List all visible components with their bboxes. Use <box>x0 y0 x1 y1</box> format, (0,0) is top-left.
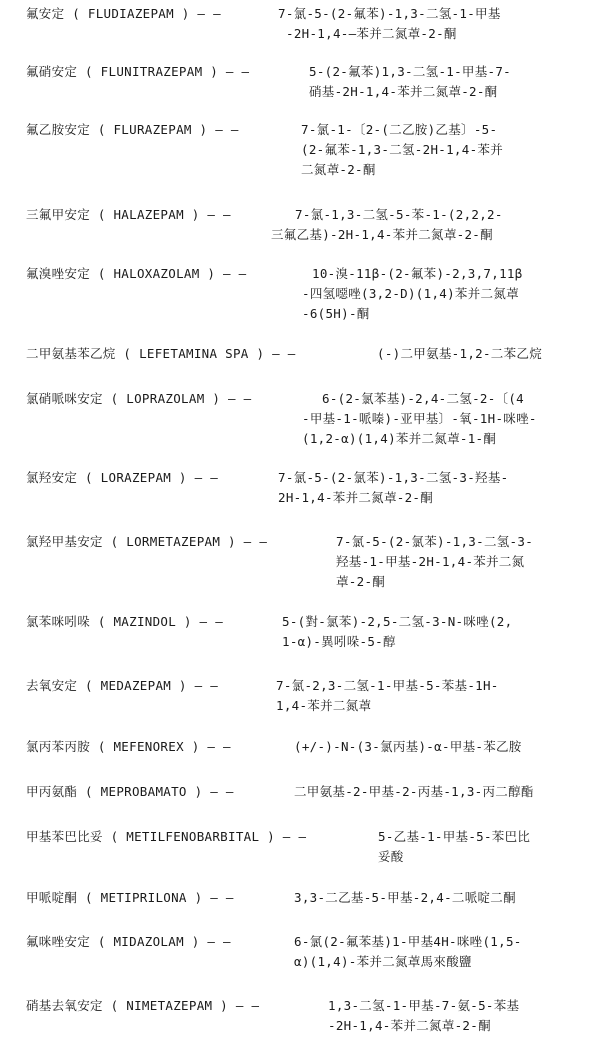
chemical-name-line: 羟基-1-甲基-2H-1,4-苯并二氮 <box>336 554 525 569</box>
chemical-name-line: -四氢噁唑(3,2-D)(1,4)苯并二氮䓬 <box>302 286 519 301</box>
chemical-name-line: 1,4-苯并二氮䓬 <box>276 698 372 713</box>
chemical-name <box>377 344 542 364</box>
chemical-name-line: (+/-)-N-(3-氯丙基)-α-甲基-苯乙胺 <box>294 739 522 754</box>
chemical-name <box>302 389 537 449</box>
chemical-name-line: -2H-1,4-苯并二氮䓬-2-酮 <box>328 1018 491 1033</box>
chemical-name-line: 硝基-2H-1,4-苯并二氮䓬-2-酮 <box>309 84 498 99</box>
chemical-name-line: 7-氯-2,3-二氢-1-甲基-5-苯基-1H- <box>276 678 499 693</box>
chemical-name-line: (-)二甲氨基-1,2-二苯乙烷 <box>377 346 543 361</box>
drug-name: 氯丙苯丙胺 ( MEFENOREX ) — — <box>26 739 231 754</box>
chemical-name <box>309 62 511 102</box>
chemical-name-line: 1,3-二氢-1-甲基-7-氨-5-苯基 <box>328 998 520 1013</box>
chemical-name-line: 5-(2-氟苯)1,3-二氢-1-甲基-7- <box>309 64 512 79</box>
drug-name: 氟乙胺安定 ( FLURAZEPAM ) — — <box>26 122 239 137</box>
chemical-name-line: 1-α)-異吲哚-5-醇 <box>282 634 396 649</box>
chemical-name <box>278 468 508 508</box>
chemical-name-line: 二氮䓬-2-酮 <box>301 162 376 177</box>
drug-name: 氟咪唑安定 ( MIDAZOLAM ) — — <box>26 934 231 949</box>
chemical-name-line: (2-氟苯-1,3-二氢-2H-1,4-苯并 <box>301 142 504 157</box>
drug-name: 氯羟安定 ( LORAZEPAM ) — — <box>26 470 219 485</box>
chemical-name-line: α)(1,4)-苯并二氮䓬馬來酸鹽 <box>294 954 472 969</box>
chemical-name <box>378 827 530 867</box>
drug-name: 硝基去氧安定 ( NIMETAZEPAM ) — — <box>26 998 260 1013</box>
drug-name: 氟溴唑安定 ( HALOXAZOLAM ) — — <box>26 266 247 281</box>
chemical-name <box>276 676 499 716</box>
chemical-name-line: 5-(對-氯苯)-2,5-二氢-3-N-咪唑(2, <box>282 614 513 629</box>
chemical-name <box>301 120 503 180</box>
drug-name: 氟硝安定 ( FLUNITRAZEPAM ) — — <box>26 64 250 79</box>
chemical-name <box>336 532 533 592</box>
chemical-name <box>278 4 501 44</box>
drug-name: 三氟甲安定 ( HALAZEPAM ) — — <box>26 207 231 222</box>
chemical-name <box>294 782 534 802</box>
chemical-name <box>271 205 503 245</box>
chemical-name-line: 7-氯-5-(2-氯苯)-1,3-二氢-3- <box>336 534 534 549</box>
chemical-name-line: 7-氯-1-〔2-(二乙胺)乙基〕-5- <box>301 122 498 137</box>
drug-name: 氯苯咪吲哚 ( MAZINDOL ) — — <box>26 614 224 629</box>
chemical-name-line: 䓬-2-酮 <box>336 574 386 589</box>
chemical-name-line: 5-乙基-1-甲基-5-苯巴比 <box>378 829 531 844</box>
chemical-name-line: -6(5H)-酮 <box>302 306 370 321</box>
chemical-name-line: 2H-1,4-苯并二氮䓬-2-酮 <box>278 490 434 505</box>
chemical-name-line: 7-氯-1,3-二氢-5-苯-1-(2,2,2- <box>295 207 503 222</box>
chemical-name-line: (1,2-α)(1,4)苯并二氮䓬-1-酮 <box>302 431 497 446</box>
chemical-name-line: 3,3-二乙基-5-甲基-2,4-二哌啶二酮 <box>294 890 516 905</box>
drug-name: 氯硝哌咪安定 ( LOPRAZOLAM ) — — <box>26 391 252 406</box>
drug-name: 氯羟甲基安定 ( LORMETAZEPAM ) — — <box>26 534 268 549</box>
drug-name: 二甲氨基苯乙烷 ( LEFETAMINA SPA ) — — <box>26 346 296 361</box>
chemical-name-line: 10-溴-11β-(2-氟苯)-2,3,7,11β <box>312 266 523 281</box>
chemical-name-line: 妥酸 <box>378 849 404 864</box>
drug-name: 甲哌啶酮 ( METIPRILONA ) — — <box>26 890 234 905</box>
chemical-name-line: 7-氯-5-(2-氟苯)-1,3-二氢-1-甲基 <box>278 6 501 21</box>
drug-name: 甲基苯巴比妥 ( METILFENOBARBITAL ) — — <box>26 829 307 844</box>
chemical-name <box>294 737 522 757</box>
chemical-name-line: 6-(2-氯苯基)-2,4-二氢-2-〔(4 <box>322 391 525 406</box>
chemical-name <box>294 888 516 908</box>
chemical-name <box>302 264 523 324</box>
chemical-name <box>282 612 512 652</box>
chemical-name <box>328 996 519 1036</box>
chemical-name <box>294 932 522 972</box>
chemical-name-line: 三氟乙基)-2H-1,4-苯并二氮䓬-2-酮 <box>271 227 493 242</box>
chemical-name-line: -2H-1,4-—苯并二氮䓬-2-酮 <box>286 26 457 41</box>
drug-name: 氟安定 ( FLUDIAZEPAM ) — — <box>26 6 221 21</box>
chemical-name-line: 二甲氨基-2-甲基-2-丙基-1,3-丙二醇酯 <box>294 784 534 799</box>
chemical-name-line: 7-氯-5-(2-氯苯)-1,3-二氢-3-羟基- <box>278 470 509 485</box>
drug-name: 甲丙氨酯 ( MEPROBAMATO ) — — <box>26 784 234 799</box>
chemical-name-line: -甲基-1-哌嗪)-亚甲基〕-氧-1H-咪唑- <box>302 411 537 426</box>
drug-name: 去氧安定 ( MEDAZEPAM ) — — <box>26 678 219 693</box>
chemical-name-line: 6-氯(2-氟苯基)1-甲基4H-咪唑(1,5- <box>294 934 522 949</box>
